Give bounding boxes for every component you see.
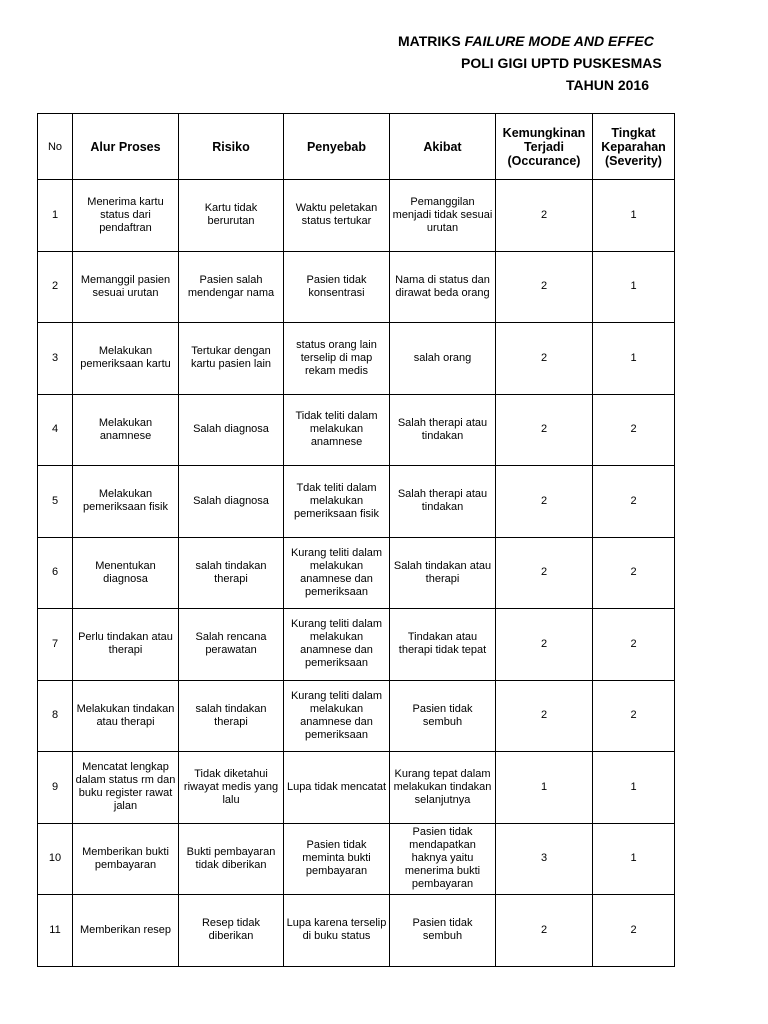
cell-akibat: Salah therapi atau tindakan — [390, 394, 496, 466]
cell-risiko: Tertukar dengan kartu pasien lain — [179, 323, 284, 395]
cell-severity: 1 — [593, 180, 675, 252]
cell-severity: 2 — [593, 609, 675, 681]
cell-akibat: salah orang — [390, 323, 496, 395]
cell-alur-proses: Memberikan bukti pembayaran — [73, 823, 179, 895]
cell-risiko: salah tindakan therapi — [179, 537, 284, 609]
cell-severity: 1 — [593, 323, 675, 395]
cell-alur-proses: Perlu tindakan atau therapi — [73, 609, 179, 681]
table-row — [38, 895, 675, 967]
cell-alur-proses: Menerima kartu status dari pendaftran — [73, 180, 179, 252]
cell-risiko: Kartu tidak berurutan — [179, 180, 284, 252]
title-line-1 — [398, 32, 654, 50]
cell-risiko: Salah rencana perawatan — [179, 609, 284, 681]
table-row — [38, 823, 675, 895]
cell-akibat: Pasien tidak mendapatkan haknya yaitu menerima bukti pembayaran — [390, 823, 496, 895]
cell-occurance: 2 — [496, 394, 593, 466]
cell-no: 6 — [38, 537, 73, 609]
header-kemungkinan: Kemungkinan Terjadi (Occurance) — [496, 114, 593, 180]
cell-risiko: Resep tidak diberikan — [179, 895, 284, 967]
cell-risiko: Salah diagnosa — [179, 466, 284, 538]
cell-severity: 2 — [593, 537, 675, 609]
cell-severity: 1 — [593, 752, 675, 824]
cell-no: 11 — [38, 895, 73, 967]
cell-occurance: 3 — [496, 823, 593, 895]
table-row — [38, 466, 675, 538]
cell-occurance: 2 — [496, 251, 593, 323]
cell-alur-proses: Melakukan pemeriksaan fisik — [73, 466, 179, 538]
fmea-table — [37, 113, 675, 967]
cell-akibat: Tindakan atau therapi tidak tepat — [390, 609, 496, 681]
cell-penyebab: Pasien tidak meminta bukti pembayaran — [284, 823, 390, 895]
cell-severity: 2 — [593, 466, 675, 538]
table-row — [38, 609, 675, 681]
cell-penyebab: Tidak teliti dalam melakukan anamnese — [284, 394, 390, 466]
cell-alur-proses: Menentukan diagnosa — [73, 537, 179, 609]
cell-risiko: Bukti pembayaran tidak diberikan — [179, 823, 284, 895]
cell-alur-proses: Melakukan anamnese — [73, 394, 179, 466]
table-row — [38, 394, 675, 466]
cell-no: 5 — [38, 466, 73, 538]
cell-penyebab: Lupa karena terselip di buku status — [284, 895, 390, 967]
cell-penyebab: Kurang teliti dalam melakukan anamnese dan pemeriksaan — [284, 537, 390, 609]
cell-no: 10 — [38, 823, 73, 895]
cell-akibat: Salah tindakan atau therapi — [390, 537, 496, 609]
cell-penyebab: Tdak teliti dalam melakukan pemeriksaan fisik — [284, 466, 390, 538]
cell-penyebab: status orang lain terselip di map rekam medis — [284, 323, 390, 395]
cell-severity: 1 — [593, 251, 675, 323]
cell-occurance: 2 — [496, 680, 593, 752]
cell-penyebab: Kurang teliti dalam melakukan anamnese dan pemeriksaan — [284, 680, 390, 752]
cell-risiko: Tidak diketahui riwayat medis yang lalu — [179, 752, 284, 824]
cell-alur-proses: Memanggil pasien sesuai urutan — [73, 251, 179, 323]
table-header — [38, 114, 675, 180]
cell-severity: 2 — [593, 394, 675, 466]
cell-no: 7 — [38, 609, 73, 681]
cell-severity: 2 — [593, 680, 675, 752]
cell-no: 2 — [38, 251, 73, 323]
cell-penyebab: Waktu peletakan status tertukar — [284, 180, 390, 252]
cell-penyebab: Pasien tidak konsentrasi — [284, 251, 390, 323]
cell-alur-proses: Melakukan pemeriksaan kartu — [73, 323, 179, 395]
cell-risiko: salah tindakan therapi — [179, 680, 284, 752]
cell-no: 4 — [38, 394, 73, 466]
header-alur-proses: Alur Proses — [73, 114, 179, 180]
header-risiko: Risiko — [179, 114, 284, 180]
cell-severity: 2 — [593, 895, 675, 967]
header-severity: Tingkat Keparahan (Severity) — [593, 114, 675, 180]
cell-alur-proses: Melakukan tindakan atau therapi — [73, 680, 179, 752]
cell-penyebab: Lupa tidak mencatat — [284, 752, 390, 824]
table-row — [38, 680, 675, 752]
document-title — [0, 30, 768, 100]
cell-akibat: Salah therapi atau tindakan — [390, 466, 496, 538]
cell-penyebab: Kurang teliti dalam melakukan anamnese dan pemeriksaan — [284, 609, 390, 681]
table-row — [38, 251, 675, 323]
title-italic-text: FAILURE MODE AND EFFEC — [464, 33, 654, 49]
cell-occurance: 2 — [496, 609, 593, 681]
title-line-2: POLI GIGI UPTD PUSKESMAS — [461, 55, 662, 71]
cell-no: 9 — [38, 752, 73, 824]
cell-occurance: 2 — [496, 895, 593, 967]
cell-alur-proses: Memberikan resep — [73, 895, 179, 967]
table-row — [38, 323, 675, 395]
header-penyebab: Penyebab — [284, 114, 390, 180]
cell-no: 3 — [38, 323, 73, 395]
table-row — [38, 537, 675, 609]
title-line-3: TAHUN 2016 — [566, 77, 649, 93]
cell-akibat: Pemanggilan menjadi tidak sesuai urutan — [390, 180, 496, 252]
cell-occurance: 2 — [496, 180, 593, 252]
cell-severity: 1 — [593, 823, 675, 895]
cell-occurance: 2 — [496, 323, 593, 395]
title-prefix: MATRIKS — [398, 33, 461, 49]
table-row — [38, 180, 675, 252]
table-row — [38, 752, 675, 824]
table-body — [38, 180, 675, 967]
cell-akibat: Nama di status dan dirawat beda orang — [390, 251, 496, 323]
cell-risiko: Pasien salah mendengar nama — [179, 251, 284, 323]
cell-akibat: Pasien tidak sembuh — [390, 680, 496, 752]
cell-occurance: 1 — [496, 752, 593, 824]
header-no: No — [38, 114, 73, 180]
cell-akibat: Pasien tidak sembuh — [390, 895, 496, 967]
cell-akibat: Kurang tepat dalam melakukan tindakan selanjutnya — [390, 752, 496, 824]
cell-no: 1 — [38, 180, 73, 252]
header-akibat: Akibat — [390, 114, 496, 180]
cell-risiko: Salah diagnosa — [179, 394, 284, 466]
cell-occurance: 2 — [496, 466, 593, 538]
cell-alur-proses: Mencatat lengkap dalam status rm dan buku register rawat jalan — [73, 752, 179, 824]
cell-occurance: 2 — [496, 537, 593, 609]
cell-no: 8 — [38, 680, 73, 752]
header-row — [38, 114, 675, 180]
